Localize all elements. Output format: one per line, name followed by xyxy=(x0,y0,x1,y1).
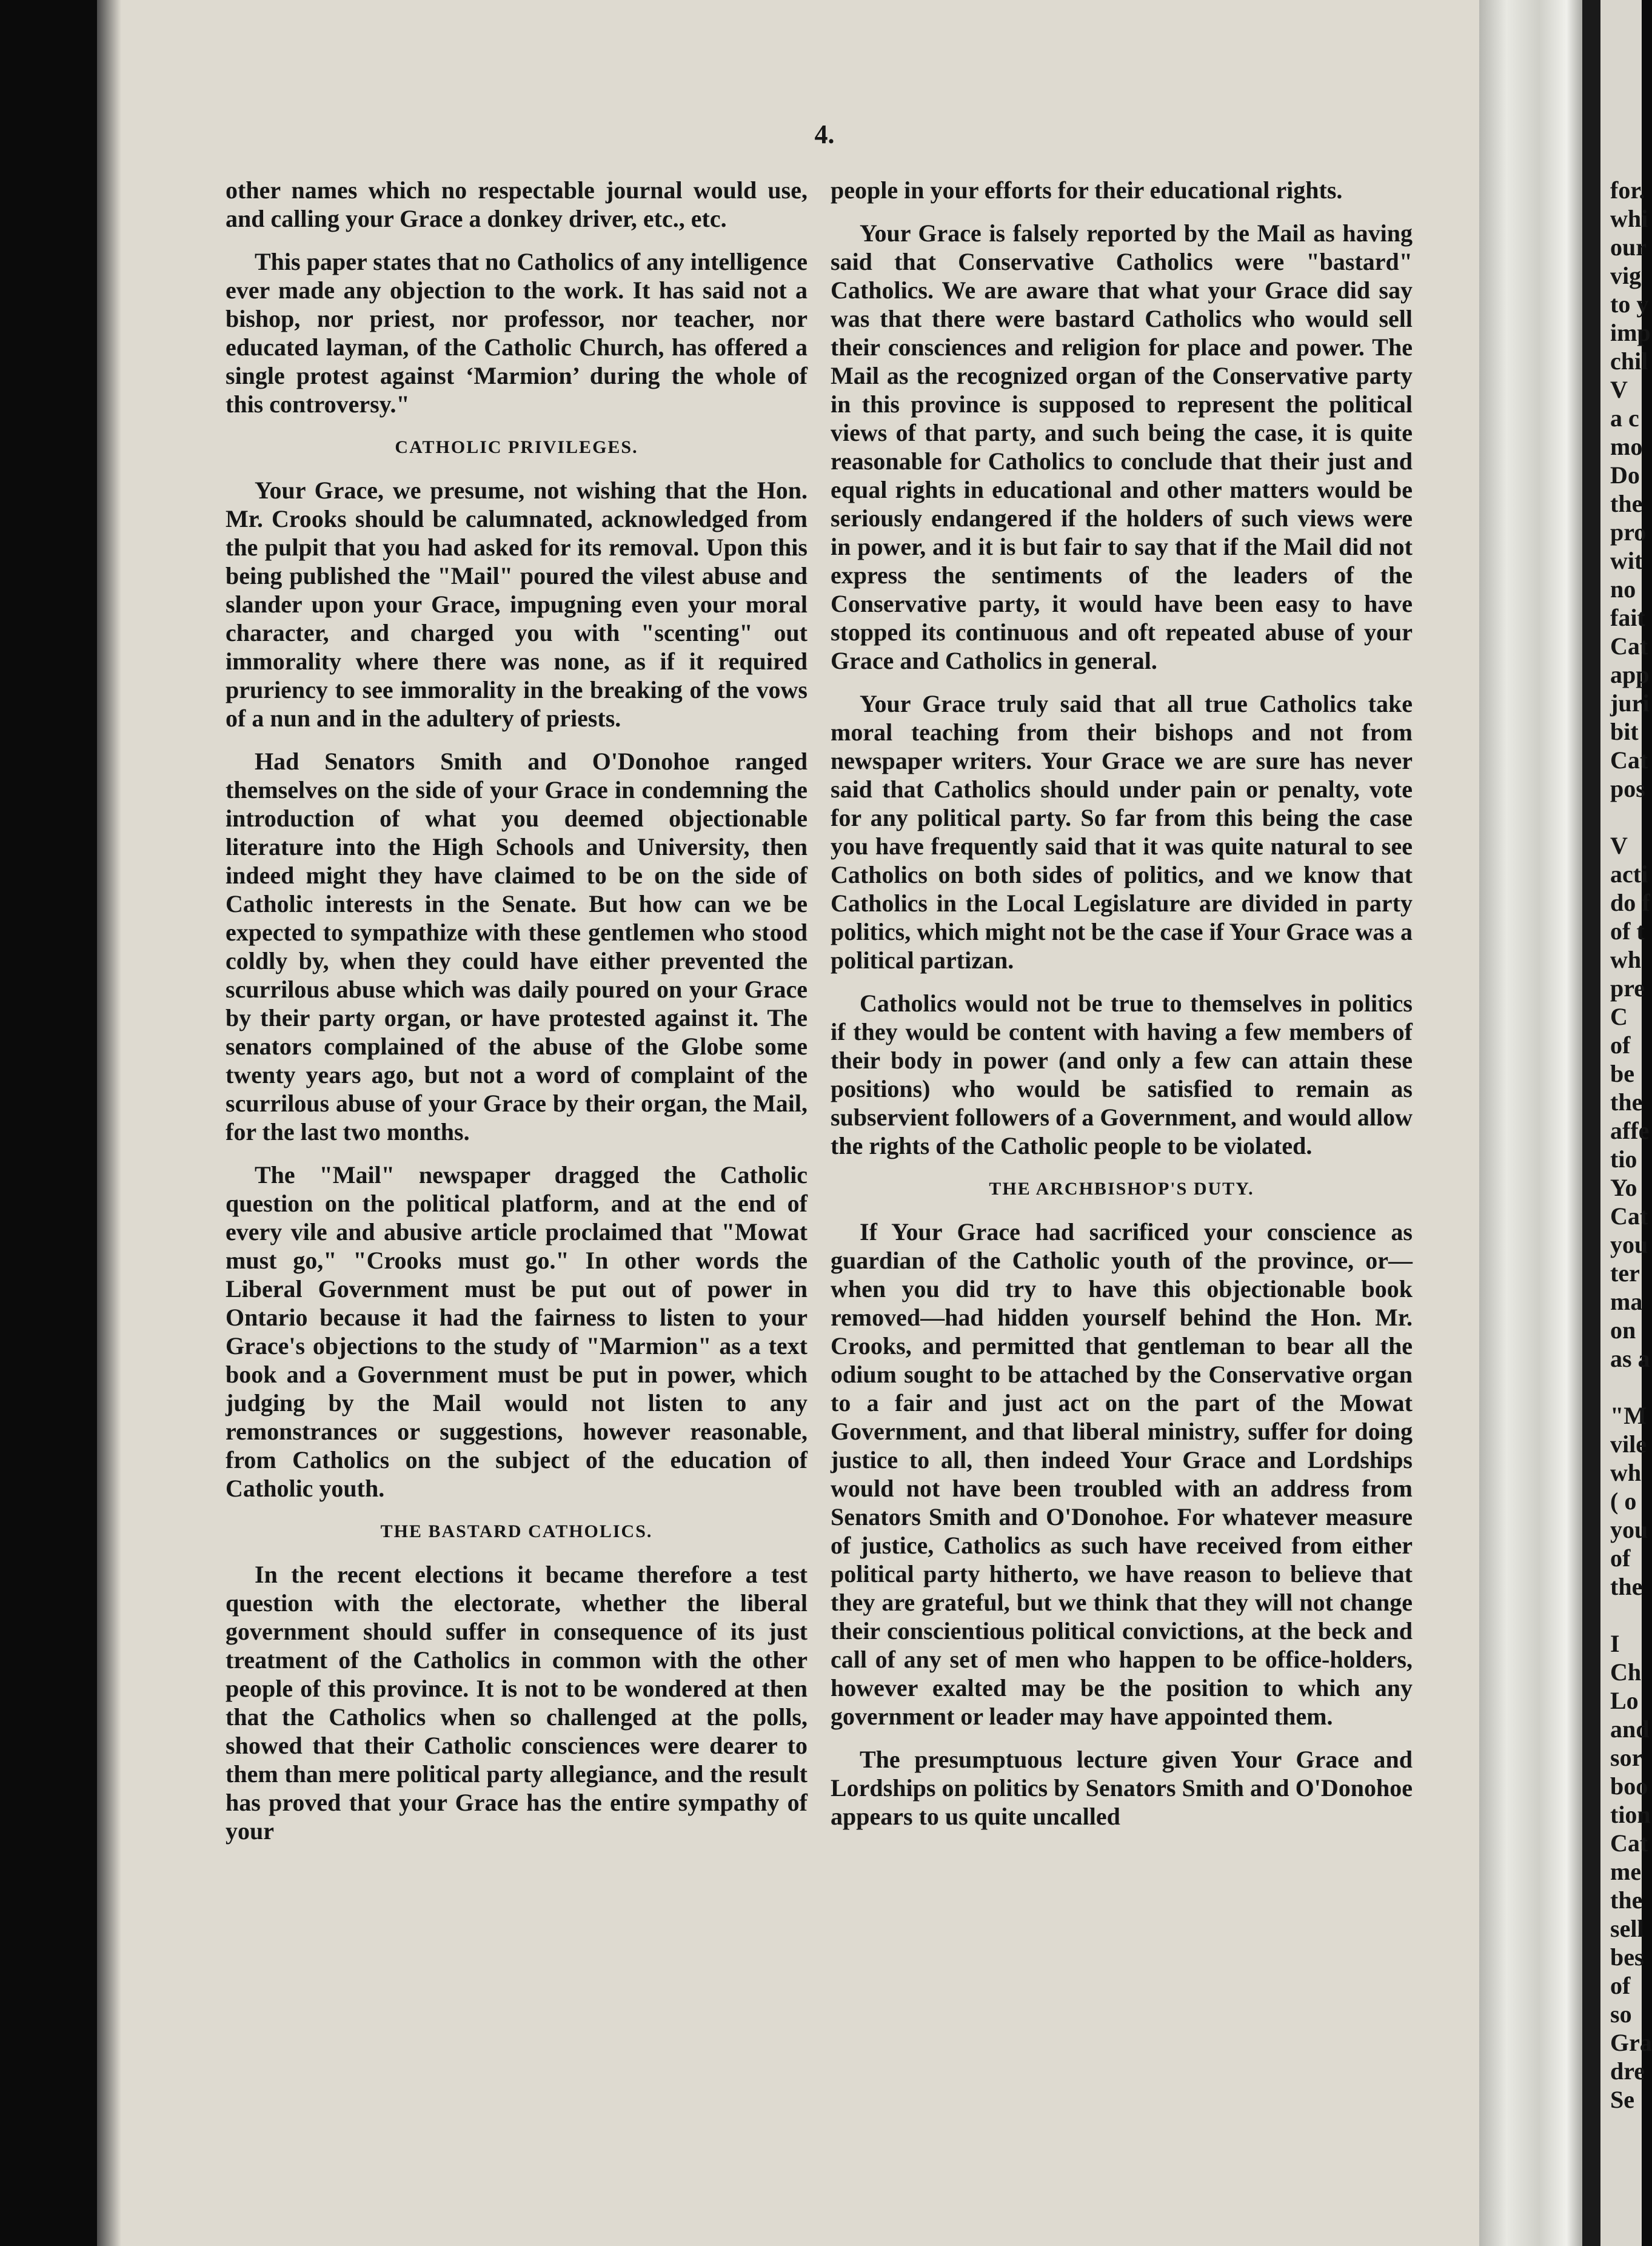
next-page-text-fragment: the xyxy=(1610,1573,1643,1600)
next-page-text-fragment: the xyxy=(1610,1088,1643,1116)
next-page-text-fragment: imp xyxy=(1610,319,1651,346)
next-page-text-fragment: boo xyxy=(1610,1772,1648,1800)
paragraph: The presumptuous lecture given Your Grace and Lordships on politics by Senators Smith and O'Donohoe appears to us quite uncalled xyxy=(831,1746,1413,1830)
next-page-text-fragment: whi xyxy=(1610,205,1648,232)
page-edge-shadow xyxy=(97,0,121,2246)
next-page-text-fragment: acti xyxy=(1610,860,1648,888)
paragraph: Your Grace, we presume, not wishing that the Hon. Mr. Crooks should be calumnated, acknowledged from the pulpit that you had asked for its removal. Upon this being published the "Mail" poured the vilest abuse and slander upon your Grace, impugning even your moral character, and charged you with "scenting" out immorality where there was none, as if it required pruriency to see immorality in the breaking of the vows of a nun and in the adultery of priests. xyxy=(226,477,808,732)
next-page-text-fragment: fait xyxy=(1610,604,1645,631)
paragraph: The "Mail" newspaper dragged the Catholic question on the political platform, and at the end of every vile and abusive article proclaimed that "Mowat must go," "Crooks must go." In other words the Liberal Government must be put out of power in Ontario because it had the fairness to listen to your Grace's objections to the study of "Marmion" as a text book and a Government must be put in power, which judging by the Mail would not listen to any remonstrances or suggestions, however reasonable, from Catholics on the subject of the education of Catholic youth. xyxy=(226,1161,808,1502)
paragraph: Your Grace is falsely reported by the Mail as having said that Conservative Catholics were "bastard" Catholics. We are aware that what your Grace did say was that there were bastard Catholics who would sell their consciences and religion for place and power. The Mail as the recognized organ of the Conservative party in this province is supposed to represent the political views of that party, and such being the case, it is quite reasonable for Catholics to conclude that their just and equal rights in educational and other matters would be seriously endangered if the holders of such views were in power, and it is but fair to say that if the Mail did not express the sentiments of the leaders of the Conservative party, it would have been easy to have stopped its continuous and oft repeated abuse of your Grace and Catholics in general. xyxy=(831,220,1413,674)
gutter-shadow xyxy=(1582,0,1600,2246)
next-page-text-fragment: I xyxy=(1610,1630,1620,1657)
book-gutter xyxy=(1479,0,1588,2246)
paragraph: Had Senators Smith and O'Donohoe ranged themselves on the side of your Grace in condemning the introduction of what you deemed objectionable literature into the High Schools and University, then indeed might they have claimed to be on the side of Catholic interests in the Senate. But how can we be expected to sympathize with these gentlemen who stood coldly by, when they could have either prevented the scurrilous abuse which was daily poured on your Grace by their party organ, or have protested against it. The senators complained of the abuse of the Globe some twenty years ago, but not a word of complaint of the scurrilous abuse of your Grace by their organ, the Mail, for the last two months. xyxy=(226,748,808,1145)
next-page-text-fragment xyxy=(1600,1373,1652,1401)
section-heading: THE BASTARD CATHOLICS. xyxy=(380,1521,653,1541)
paragraph: other names which no respectable journal would use, and calling your Grace a donkey driver, etc., etc. xyxy=(226,176,808,232)
next-page-text-fragment: you xyxy=(1610,1231,1648,1258)
next-page-text-fragment: Cat xyxy=(1610,1829,1648,1857)
next-page-text-fragment: bit xyxy=(1610,718,1639,745)
next-page-text-fragment: ( o xyxy=(1610,1487,1637,1515)
next-page-text-fragment: pos xyxy=(1610,775,1645,802)
next-page-text-fragment: so xyxy=(1610,2000,1632,2028)
page-number: 4. xyxy=(814,119,835,149)
paragraph: people in your efforts for their educational rights. xyxy=(831,176,1343,204)
next-page-text-fragment xyxy=(1600,1601,1652,1629)
next-page-text-fragment: for. xyxy=(1610,176,1645,204)
paragraph: Your Grace truly said that all true Catholics take moral teaching from their bishops and not from newspaper writers. Your Grace we are sure has never said that Catholics should under pain or penalty, vote for any political party. So far from this being the case you have frequently said that it was quite natural to see Catholics on both sides of politics, and we know that Catholics in the Local Legislature are divided in party politics, which might not be the case if Your Grace was a political partizan. xyxy=(831,690,1413,974)
next-page-text-fragment: V xyxy=(1610,376,1628,403)
paragraph: This paper states that no Catholics of any intelligence ever made any objection to the work. It has said not a bishop, nor priest, nor professor, nor teacher, nor educated layman, of the Catholic Church, has offered a single protest against ‘Marmion’ during the whole of this controversy." xyxy=(226,248,808,418)
next-page-text-fragment: tio xyxy=(1610,1145,1637,1173)
next-page-text-fragment: no xyxy=(1610,575,1636,603)
next-page-text-fragment: affe xyxy=(1610,1117,1650,1144)
next-page-text-fragment: pre xyxy=(1610,974,1645,1002)
next-page-text-fragment: the xyxy=(1610,490,1643,517)
next-page-text-fragment: app xyxy=(1610,661,1650,688)
left-column xyxy=(226,176,808,1860)
next-page-text-fragment: to y xyxy=(1610,290,1649,318)
next-page-text-fragment: do f xyxy=(1610,889,1650,916)
next-page-text-fragment: vig xyxy=(1610,262,1642,289)
next-page-text-fragment: on xyxy=(1610,1316,1636,1344)
paragraph: If Your Grace had sacrificed your conscience as guardian of the Catholic youth of the province, or—when you did try to have this objectionable book removed—had hidden yourself behind the Hon. Mr. Crooks, and permitted that gentleman to bear all the odium sought to be attached by the Conservative organ to a fair and just act on the part of the Mowat Government, and that liberal ministry, suffer for doing justice to all, then indeed Your Grace and Lordships would not have been troubled with an address from Senators Smith and O'Donohoe. For whatever measure of justice, Catholics as such have received from either political party hitherto, we have reason to believe that they are grateful, but we think that they will not change their conscientious political convictions, at the beck and call of any set of men who happen to be office-holders, however exalted may be the position to which any government or leader may have appointed them. xyxy=(831,1218,1413,1730)
next-page-text-fragment: C xyxy=(1610,1003,1628,1030)
next-page-text-fragment: you xyxy=(1610,1516,1648,1543)
next-page-text-fragment: dre xyxy=(1610,2057,1645,2085)
section-heading: THE ARCHBISHOP'S DUTY. xyxy=(989,1179,1254,1199)
next-page-text-fragment: me xyxy=(1610,1858,1642,1885)
next-page-text-fragment: of xyxy=(1610,1031,1631,1059)
next-page-text-fragment: tion xyxy=(1610,1801,1651,1828)
next-page-text-fragment: wh xyxy=(1610,946,1642,973)
next-page-text-fragment: "M xyxy=(1610,1402,1647,1429)
next-page-text-fragment: of xyxy=(1610,1972,1631,1999)
next-page-text-fragment: V xyxy=(1610,832,1628,859)
paragraph: Catholics would not be true to themselves in politics if they would be content with having a few members of their body in power (and only a few can attain these positions) who would be satisfied to remain as subservient followers of a Government, and would allow the rights of the Catholic people to be violated. xyxy=(831,990,1413,1159)
next-page-text-fragment: vile xyxy=(1610,1430,1647,1458)
next-page-text-fragment: our xyxy=(1610,233,1647,261)
section-heading: CATHOLIC PRIVILEGES. xyxy=(395,437,638,457)
next-page-text-fragment: Cat xyxy=(1610,746,1648,774)
next-page-text-fragment xyxy=(1600,803,1652,831)
next-page-edge xyxy=(1600,0,1652,2246)
next-page-text-fragment: juri xyxy=(1610,689,1650,717)
next-page-text-fragment: and xyxy=(1610,1715,1650,1743)
next-page-text-fragment: wh xyxy=(1610,1459,1642,1486)
next-page-text-fragment: mo xyxy=(1610,433,1643,460)
next-page-text-fragment: wit xyxy=(1610,547,1643,574)
next-page-text-fragment: of xyxy=(1610,1544,1631,1572)
next-page-text-fragment: be xyxy=(1610,1060,1634,1087)
next-page-text-fragment: Yo xyxy=(1610,1174,1637,1201)
next-page-text-fragment: Se xyxy=(1610,2086,1634,2113)
next-page-text-fragment: Cat xyxy=(1610,632,1648,660)
next-page-text-fragment: bes xyxy=(1610,1943,1644,1971)
next-page-text-fragment: ma xyxy=(1610,1288,1643,1315)
next-page-text-fragment: as a xyxy=(1610,1345,1650,1372)
next-page-text-fragment: ter xyxy=(1610,1259,1640,1287)
next-page-text-fragment: Lo xyxy=(1610,1687,1639,1714)
next-page-text-fragment: a c xyxy=(1610,404,1639,432)
next-page-text-fragment: sell xyxy=(1610,1915,1644,1942)
next-page-text-fragment: sor xyxy=(1610,1744,1643,1771)
next-page-text-fragment: Ch xyxy=(1610,1658,1642,1686)
next-page-text-fragment: the xyxy=(1610,1886,1643,1914)
next-page-text-fragment: pro xyxy=(1610,518,1647,546)
next-page-text-fragment: Do xyxy=(1610,461,1640,489)
next-page-text-fragment: chil xyxy=(1610,347,1648,375)
next-page-text-fragment: Gra xyxy=(1610,2029,1652,2056)
middle-column xyxy=(831,176,1413,1845)
next-page-text-fragment: Cat xyxy=(1610,1202,1648,1230)
paragraph: In the recent elections it became therefore a test question with the electorate, whether the liberal government should suffer in consequence of its just treatment of the Catholics in common with the other people of this province. It is not to be wondered at then that the Catholics when so challenged at the polls, showed that their Catholic consciences were dearer to them than mere political party allegiance, and the result has proved that your Grace has the entire sympathy of your xyxy=(226,1561,808,1845)
next-page-text-fragment: of t xyxy=(1610,917,1645,945)
